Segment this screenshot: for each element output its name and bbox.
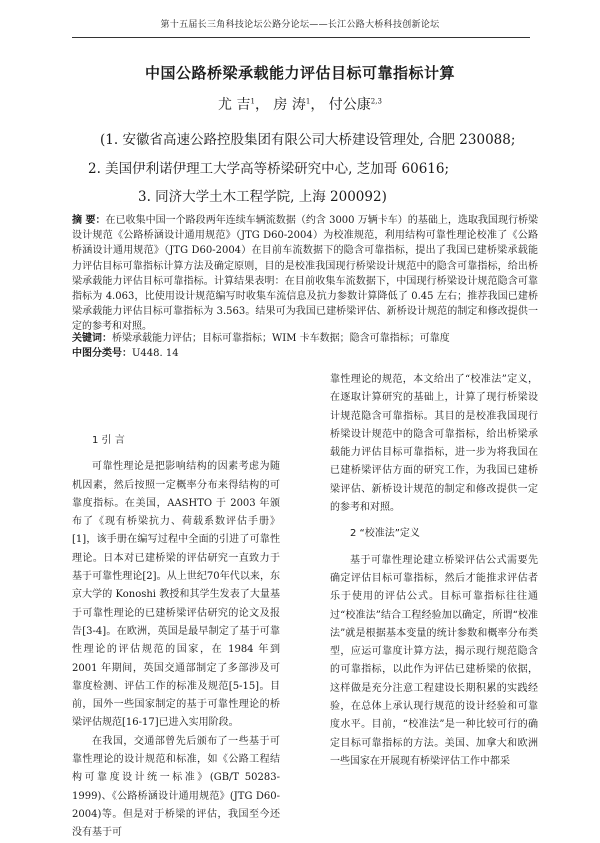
author-separator: ， xyxy=(310,97,325,113)
affiliation-3: 3. 同济大学土木工程学院, 上海 200092) xyxy=(138,189,387,205)
affiliation-1: (1. 安徽省高速公路控股集团有限公司大桥建设管理处, 合肥 230088; xyxy=(100,132,516,148)
clc-label: 中图分类号： xyxy=(72,348,132,359)
keywords-label: 关键词： xyxy=(72,333,112,344)
header-rule xyxy=(72,37,530,38)
paper-title: 中国公路桥梁承载能力评估目标可靠指标计算 xyxy=(144,64,455,82)
abstract xyxy=(72,213,538,335)
body-paragraph: 在我国，交通部曾先后颁布了一些基于可靠性理论的设计规范和标准，如《公路工程结构可靠度设计统一标准》(GB/T 50283-1999)、《公路桥涵设计通用规范》(JTG D60-2004)等。但是对于桥梁的评估，我国至今还没有基于可 xyxy=(72,735,280,839)
right-column xyxy=(330,371,538,771)
author-line xyxy=(0,94,600,114)
body-paragraph: 可靠性理论是把影响结构的因素考虑为随机因素，然后按照一定概率分布来得结构的可靠度指标。在美国，AASHTO 于 2003 年颁布了《现有桥梁抗力、荷载系数评估手册》[1]，该手册在编写过程中全面的引进了可靠性理论。日本对已建桥梁的评估研究一直致力于基于可靠性理论[2]。从上世纪70年代以来，东京大学的 Konoshi 教授和其学生发表了大量基于可靠性理论的已建桥梁评估研究的论文及报告[3-4]。在欧洲，英国是最早制定了基于可靠性理论的评估规范的国家，在 1984 年到 2001 年期间，英国交通部制定了多部涉及可靠度检测、评估工作的标准及规范[5-15]。目前，国外一些国家制定的基于可靠性理论的桥梁评估规范[16-17]已进入实用阶段。 xyxy=(72,461,280,729)
affiliation-2: 2. 美国伊利诺伊理工大学高等桥梁研究中心, 芝加哥 60616; xyxy=(88,161,450,177)
body-paragraph: 基于可靠性理论建立桥梁评估公式需要先确定评估目标可靠指标，然后才能推求评估者乐于使用的评估公式。目标可靠指标往往通过“校准法”结合工程经验加以确定，所谓“校准法”就是根据基本变量的统计参数和概率分布类型，应运可靠度计算方法，揭示现行规范隐含的可靠指标，以此作为评估已建桥梁的依据，这样做是充分注意工程建设长期积累的实践经验，在总体上承认现行规范的设计经验和可靠度水平。目前，“校准法”是一种比较可行的确定目标可靠指标的方法。美国、加拿大和欧洲一些国家在开展现有桥梁评估工作中都采 xyxy=(330,554,538,767)
keywords-text: 桥梁承载能力评估；目标可靠指标；WIM 卡车数据；隐含可靠指标；可靠度 xyxy=(112,333,450,344)
running-head: 第十五届长三角科技论坛公路分论坛——长江公路大桥科技创新论坛 xyxy=(160,20,440,30)
author-name: 房 涛 xyxy=(273,97,306,113)
section-heading-introduction: 1 引 言 xyxy=(92,435,125,446)
abstract-label: 摘 要： xyxy=(72,215,106,226)
section-heading-calibration: 2 “校准法”定义 xyxy=(350,528,420,540)
classification-number xyxy=(72,346,179,361)
author-name: 尤 吉 xyxy=(218,97,251,113)
author-separator: ， xyxy=(254,97,269,113)
left-column xyxy=(72,370,280,843)
keywords xyxy=(72,331,538,346)
body-paragraph-continued: 靠性理论的规范，本文给出了“校准法”定义，在逐取计算研究的基础上，计算了现行桥梁设计规范隐含可靠指标。其目的是校准我国现行桥梁设计规范中的隐含可靠指标，给出桥梁承载能力评估目标可靠指标，进一步为将我国在已建桥梁评估方面的研究工作，为我国已建桥梁评估、新桥设计规范的制定和修改提供一定的参考和对照。 xyxy=(330,374,538,514)
author-name: 付公康 xyxy=(328,97,371,113)
author-affiliation-mark: 1 xyxy=(250,97,255,106)
author-affiliation-mark: 1 xyxy=(305,97,311,106)
abstract-text: 在已收集中国一个路段两年连续车辆流数据（约含 3000 万辆卡车）的基础上，选取我国现行桥梁设计规范《公路桥涵设计通用规范》（JTG D60-2004）为校准规范，利用结构可靠性理论校准了《公路桥涵设计通用规范》（JTG D60-2004）在目前车流数据下的隐含可靠指标，提出了我国已建桥梁承载能力评估目标可靠指标计算方法及确定原则，目的是校准我国现行桥梁设计规范中的隐含可靠指标，给出桥梁承载能力评估目标可靠指标。计算结果表明：在目前收集车流数据下，中国现行桥梁设计规范隐含可靠指标为 4.063，比使用设计规范编写时收集车流信息及抗力参数计算降低了 0.45 左右；推荐我国已建桥梁承载能力评估目标可靠指标为 3.563。结果可为我国已建桥梁评估、新桥设计规范的制定和修改提供一定的参考和对照。 xyxy=(72,215,538,333)
clc-text: U448. 14 xyxy=(132,348,179,359)
author-affiliation-mark: 2,3 xyxy=(370,97,382,106)
